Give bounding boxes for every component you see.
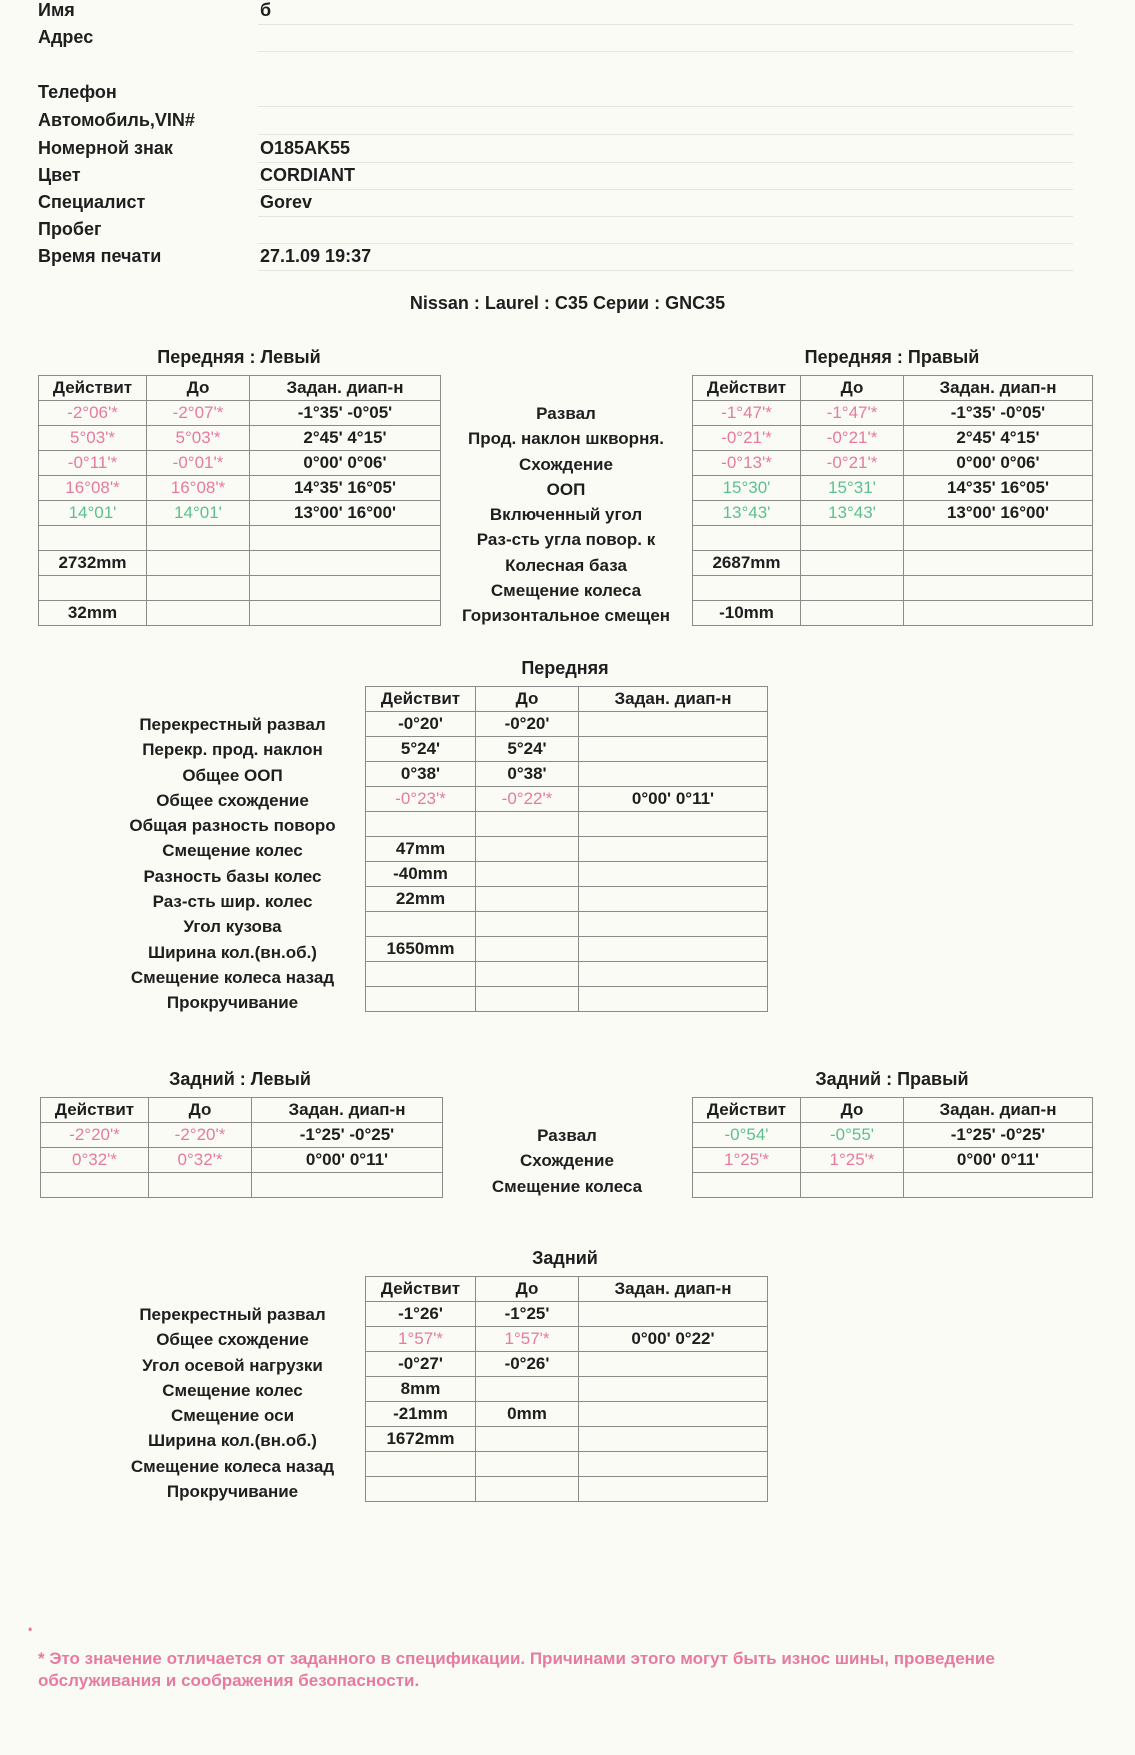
table-cell [579,1302,768,1327]
table-cell: -1°25' -0°25' [904,1123,1093,1148]
header-label: Телефон [38,82,117,102]
column-header: Действит [366,1277,476,1302]
table-row [366,1477,768,1502]
header-label: Специалист [38,192,146,212]
header-underline [258,134,1073,135]
table-cell [147,601,250,626]
row-label: Горизонтальное смещен [461,606,671,626]
table-row [366,962,768,987]
header-underline [258,243,1073,244]
row-label: Раз-сть угла повор. к [476,530,656,550]
table-cell: -1°35' -0°05' [904,401,1093,426]
table-cell [366,812,476,837]
table-cell: -21mm [366,1402,476,1427]
front-total-title: Передняя [521,658,609,678]
header-underline [258,106,1073,107]
table-cell: -1°25' -0°25' [252,1123,443,1148]
table-cell [579,1402,768,1427]
table-cell: -40mm [366,862,476,887]
table-cell: 0°00' 0°11' [252,1148,443,1173]
table-row [39,526,441,551]
table-cell: 0°00' 0°06' [250,451,441,476]
table-cell: 8mm [366,1377,476,1402]
header-value: O185AK55 [260,138,351,158]
table-row [693,526,1093,551]
table-cell [476,1427,579,1452]
table-cell [693,1173,801,1198]
table-cell: -2°07'* [147,401,250,426]
column-header: Задан. диап-н [904,1098,1093,1123]
row-label: Угол осевой нагрузки [142,1355,323,1375]
table-cell: 13°43' [693,501,801,526]
table-cell: 0°00' 0°22' [579,1327,768,1352]
column-header: Действит [39,376,147,401]
table-cell [476,837,579,862]
table-cell [366,1452,476,1477]
row-label: Смещение колес [162,841,303,861]
row-label: Общее ООП [182,765,283,785]
row-label: Схождение [520,1151,614,1171]
table-cell [476,912,579,937]
table-cell: 14°01' [39,501,147,526]
table-row [366,1427,768,1452]
front-total-table [365,686,768,1012]
header-underline [258,162,1073,163]
table-row [39,426,441,451]
table-cell [801,576,904,601]
column-header: Действит [41,1098,149,1123]
table-cell: -0°23'* [366,787,476,812]
table-cell [579,1477,768,1502]
row-label: Развал [536,404,596,423]
row-label: Колесная база [505,555,627,575]
table-row [366,762,768,787]
table-cell: -0°26' [476,1352,579,1377]
table-cell: -1°26' [366,1302,476,1327]
row-label: Развал [537,1126,597,1145]
table-cell: 15°30' [693,476,801,501]
table-header-row [366,687,768,712]
rear-left-table [40,1097,443,1198]
table-row [366,1452,768,1477]
table-row [366,812,768,837]
table-cell [476,862,579,887]
table-cell: -1°35' -0°05' [250,401,441,426]
table-cell [904,551,1093,576]
row-label: Ширина кол.(вн.об.) [148,942,317,962]
column-header: Задан. диап-н [904,376,1093,401]
table-row [366,1377,768,1402]
rear-labels [442,1123,692,1199]
table-cell: 0°00' 0°11' [579,787,768,812]
column-header: Задан. диап-н [250,376,441,401]
table-cell: -1°47'* [801,401,904,426]
row-label: Ширина кол.(вн.об.) [148,1431,317,1451]
table-cell [693,576,801,601]
table-row [693,501,1093,526]
table-cell [366,962,476,987]
table-row [366,987,768,1012]
table-row [693,476,1093,501]
table-row [366,837,768,862]
rear-right-title: Задний : Правый [815,1069,969,1089]
table-cell [147,576,250,601]
row-label: Смещение колеса [491,1176,643,1196]
table-cell: 14°01' [147,501,250,526]
table-cell: 14°35' 16°05' [250,476,441,501]
table-cell [476,812,579,837]
table-cell: -0°55' [801,1123,904,1148]
table-row [366,712,768,737]
table-cell: -0°54' [693,1123,801,1148]
table-cell [39,526,147,551]
front-total-labels [100,712,365,1016]
table-cell: 0°00' 0°11' [904,1148,1093,1173]
table-cell [476,1452,579,1477]
table-cell: 1°57'* [366,1327,476,1352]
table-cell [579,812,768,837]
table-row [41,1123,443,1148]
table-cell [476,1377,579,1402]
table-cell: -10mm [693,601,801,626]
table-cell [801,601,904,626]
table-cell: 16°08'* [147,476,250,501]
table-cell [579,937,768,962]
table-cell: -0°21'* [801,426,904,451]
table-row [693,401,1093,426]
table-row [693,551,1093,576]
table-cell: 15°31' [801,476,904,501]
table-cell: 0°00' 0°06' [904,451,1093,476]
row-label: Смещение оси [170,1406,295,1426]
header-label: Автомобиль,VIN# [38,110,195,130]
table-row [39,601,441,626]
table-cell [366,912,476,937]
table-cell [149,1173,252,1198]
table-cell: -0°11'* [39,451,147,476]
table-cell [39,576,147,601]
table-cell [147,551,250,576]
table-cell [250,576,441,601]
table-cell: 1°25'* [693,1148,801,1173]
table-row [693,451,1093,476]
header-underline [258,51,1073,52]
table-cell: -1°25' [476,1302,579,1327]
table-cell [476,887,579,912]
table-cell: -0°21'* [693,426,801,451]
front-right-table [692,375,1093,626]
table-row [39,451,441,476]
table-cell: 2732mm [39,551,147,576]
table-cell: 2°45' 4°15' [904,426,1093,451]
table-cell [476,962,579,987]
column-header: Действит [693,376,801,401]
table-cell [250,601,441,626]
column-header: Действит [366,687,476,712]
table-cell: -0°27' [366,1352,476,1377]
column-header: Задан. диап-н [579,1277,768,1302]
table-cell: -1°47'* [693,401,801,426]
table-row [39,401,441,426]
header-value: б [260,0,272,20]
row-label: Общая разность поворо [129,816,336,836]
table-header-row [39,376,441,401]
row-label: Перекрестный развал [139,715,326,734]
table-row [366,862,768,887]
row-label: Разность базы колес [143,866,322,886]
table-cell [904,576,1093,601]
header-underline [258,24,1073,25]
table-cell [579,1352,768,1377]
table-cell: 0°38' [476,762,579,787]
table-row [39,476,441,501]
table-cell: 1°25'* [801,1148,904,1173]
table-cell [41,1173,149,1198]
table-cell: -0°20' [476,712,579,737]
vehicle-title: Nissan : Laurel : C35 Серии : GNC35 [409,293,726,313]
front-labels [440,401,692,629]
table-cell [904,1173,1093,1198]
table-cell: 22mm [366,887,476,912]
header-label: Адрес [38,27,94,47]
table-cell [579,1452,768,1477]
table-row [366,1352,768,1377]
table-cell: 13°00' 16°00' [250,501,441,526]
column-header: До [147,376,250,401]
header-underline [258,216,1073,217]
column-header: До [476,687,579,712]
front-right-title: Передняя : Правый [804,347,980,367]
table-row [41,1148,443,1173]
table-cell: 1650mm [366,937,476,962]
front-left-table [38,375,441,626]
table-cell: -0°22'* [476,787,579,812]
table-cell: -0°21'* [801,451,904,476]
table-cell [579,762,768,787]
column-header: До [801,1098,904,1123]
table-cell: 5°24' [366,737,476,762]
table-cell [366,987,476,1012]
header-label: Номерной знак [38,138,173,158]
table-row [366,912,768,937]
table-cell: 2687mm [693,551,801,576]
table-row [366,1327,768,1352]
table-cell: -2°20'* [149,1123,252,1148]
table-row [693,1148,1093,1173]
header-value: CORDIANT [260,165,355,185]
table-cell [252,1173,443,1198]
table-cell: 47mm [366,837,476,862]
table-cell: 0°38' [366,762,476,787]
table-cell: 0°32'* [41,1148,149,1173]
table-cell [476,987,579,1012]
row-label: Прокручивание [166,1482,299,1502]
table-header-row [693,1098,1093,1123]
header-value: Gorev [260,192,313,212]
table-cell [366,1477,476,1502]
row-label: Смещение колес [162,1380,303,1400]
row-label: Общее схождение [156,1330,309,1350]
row-label: Угол кузова [183,917,282,937]
table-row [366,1302,768,1327]
table-row [366,737,768,762]
column-header: До [149,1098,252,1123]
header-label: Время печати [38,246,162,266]
header-label: Имя [38,0,75,20]
table-row [693,426,1093,451]
table-header-row [366,1277,768,1302]
table-cell: 1°57'* [476,1327,579,1352]
table-cell [250,526,441,551]
table-row [693,1123,1093,1148]
table-cell: -0°01'* [147,451,250,476]
table-cell: 2°45' 4°15' [250,426,441,451]
table-cell: 13°43' [801,501,904,526]
table-cell: 16°08'* [39,476,147,501]
table-cell [579,987,768,1012]
table-row [39,576,441,601]
table-cell: 1672mm [366,1427,476,1452]
table-cell: 13°00' 16°00' [904,501,1093,526]
table-cell [904,601,1093,626]
table-row [39,501,441,526]
row-label: Смещение колеса [490,581,642,601]
table-cell [801,551,904,576]
table-row [693,576,1093,601]
row-label: Включенный угол [489,505,643,525]
table-header-row [693,376,1093,401]
table-cell: -0°20' [366,712,476,737]
table-cell: -2°06'* [39,401,147,426]
table-cell: 0mm [476,1402,579,1427]
table-cell [904,526,1093,551]
table-cell [579,912,768,937]
table-row [693,1173,1093,1198]
table-cell [579,712,768,737]
table-cell: 5°03'* [147,426,250,451]
table-cell [579,962,768,987]
row-label: Перекр. прод. наклон [142,740,323,760]
row-label: Общее схождение [156,790,309,810]
table-cell [801,526,904,551]
header-value: 27.1.09 19:37 [260,246,372,266]
column-header: До [801,376,904,401]
table-cell: -2°20'* [41,1123,149,1148]
table-cell: 14°35' 16°05' [904,476,1093,501]
column-header: Задан. диап-н [252,1098,443,1123]
header-label: Пробег [38,219,102,239]
row-label: Схождение [519,454,613,474]
table-cell [250,551,441,576]
table-cell [476,937,579,962]
row-label: Прод. наклон шкворня. [468,429,664,449]
table-cell: 5°24' [476,737,579,762]
header-label: Цвет [38,165,81,185]
table-row [366,887,768,912]
front-left-title: Передняя : Левый [157,347,321,367]
table-cell [579,1377,768,1402]
table-cell [476,1477,579,1502]
row-label: Смещение колеса назад [130,967,335,987]
table-row [366,1402,768,1427]
column-header: Действит [693,1098,801,1123]
table-cell [579,862,768,887]
table-cell: 5°03'* [39,426,147,451]
footnote: * Это значение отличается от заданного в спецификации. Причинами этого могут быть износ шины, проведение обслуживания и соображения безопасности. [38,1649,995,1690]
row-label: Смещение колеса назад [130,1456,335,1476]
rear-total-labels [100,1302,365,1504]
header-underline [258,270,1073,271]
header-underline [258,189,1073,190]
rear-total-table [365,1276,768,1502]
row-label: ООП [546,479,586,499]
row-label: Прокручивание [166,993,299,1013]
table-cell [693,526,801,551]
table-cell [579,1427,768,1452]
table-cell [579,837,768,862]
rear-left-title: Задний : Левый [169,1069,311,1089]
table-cell [147,526,250,551]
table-row [366,937,768,962]
table-header-row [41,1098,443,1123]
footnote-marker: • [28,1622,33,1636]
rear-right-table [692,1097,1093,1198]
row-label: Раз-сть шир. колес [152,892,313,912]
table-row [41,1173,443,1198]
column-header: До [476,1277,579,1302]
rear-total-title: Задний [532,1248,598,1268]
table-cell [801,1173,904,1198]
table-cell [579,737,768,762]
table-row [39,551,441,576]
table-cell: -0°13'* [693,451,801,476]
table-row [366,787,768,812]
table-row [693,601,1093,626]
row-label: Перекрестный развал [139,1305,326,1324]
column-header: Задан. диап-н [579,687,768,712]
table-cell: 32mm [39,601,147,626]
table-cell: 0°32'* [149,1148,252,1173]
table-cell [579,887,768,912]
